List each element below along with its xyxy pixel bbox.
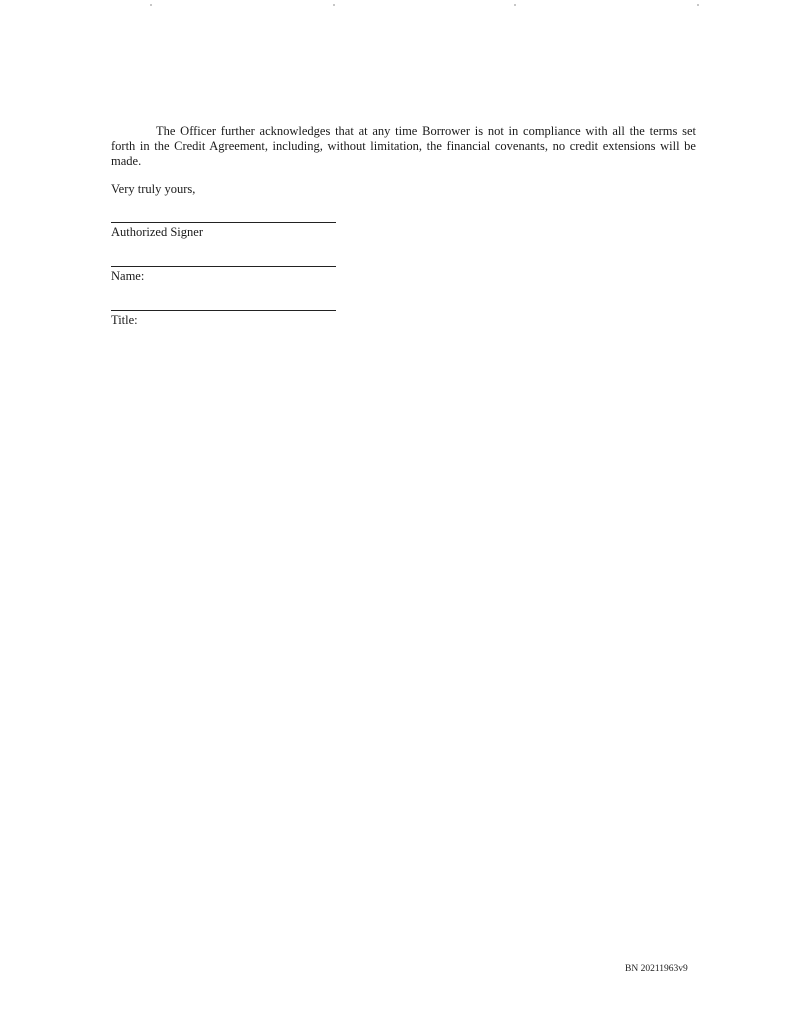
scan-speck <box>333 4 335 6</box>
scan-speck <box>150 4 152 6</box>
signature-label: Title: <box>111 313 138 327</box>
signature-block-authorized-signer <box>111 222 336 240</box>
paragraph-line: The Officer further acknowledges that at any time Borrower is not in compliance with all the terms set <box>156 124 696 138</box>
scan-speck <box>697 4 699 6</box>
paragraph-line: made. <box>111 154 142 168</box>
paragraph-line: forth in the Credit Agreement, including, without limitation, the financial covenants, no credit extensions will be <box>111 139 696 153</box>
signature-line <box>111 310 336 311</box>
signature-line <box>111 266 336 267</box>
signature-line <box>111 222 336 223</box>
signature-label: Authorized Signer <box>111 225 203 239</box>
signature-label: Name: <box>111 269 145 283</box>
signature-block-name <box>111 266 336 284</box>
document-number: BN 20211963v9 <box>625 964 688 974</box>
acknowledgement-paragraph <box>111 124 696 169</box>
closing-salutation: Very truly yours, <box>111 182 196 196</box>
scan-speck <box>514 4 516 6</box>
signature-block-title <box>111 310 336 328</box>
